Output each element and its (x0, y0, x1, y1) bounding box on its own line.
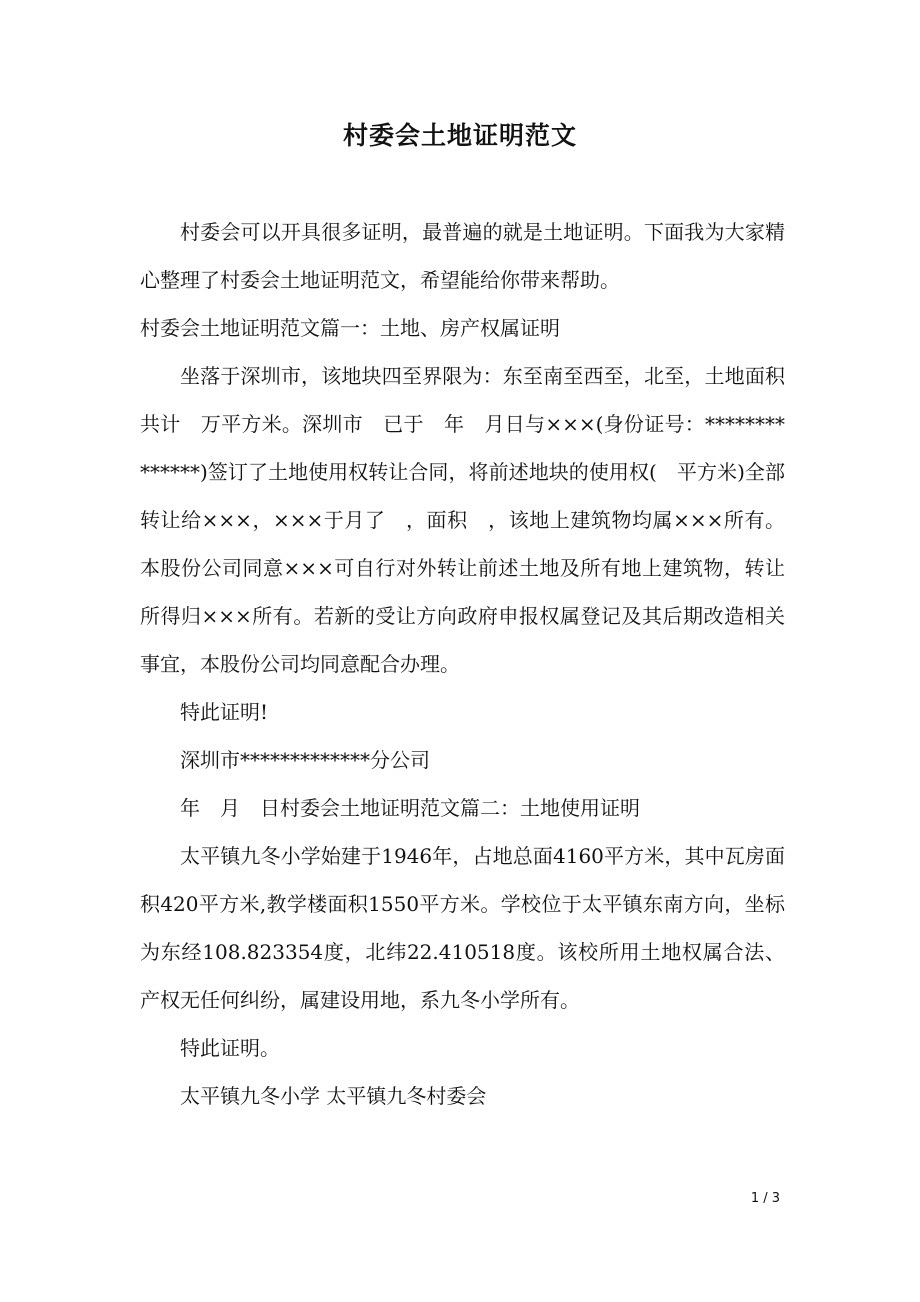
document-body (140, 208, 785, 1120)
certify-statement-1: 特此证明! (180, 700, 269, 724)
intro-paragraph: 村委会可以开具很多证明，最普遍的就是土地证明。下面我为大家精心整理了村委会土地证明范文，希望能给你带来帮助。 (140, 220, 785, 292)
issuer-1: 深圳市*************分公司 (180, 748, 430, 772)
certificate-body-2: 太平镇九冬小学始建于1946年，占地总面4160平方米，其中瓦房面积420平方米,教学楼面积1550平方米。学校位于太平镇东南方向，坐标为东经108.823354度，北纬22.410518度。该校所用土地权属合法、产权无任何纠纷，属建设用地，系九冬小学所有。 (140, 844, 785, 1012)
page-number: 1 / 3 (750, 1191, 780, 1206)
certificate-body-1: 坐落于深圳市，该地块四至界限为：东至南至西至，北至，土地面积共计 万平方米。深圳市 已于 年 月日与×××(身份证号：**************)签订了土地使用权转让合同，将前述地块的使用权( 平方米)全部转让给×××，×××于月了 ，面积 ，该地上建筑物均属×××所有。本股份公司同意×××可自行对外转让前述土地及所有地上建筑物，转让所得归×××所有。若新的受让方向政府申报权属登记及其后期改造相关事宜，本股份公司均同意配合办理。 (140, 364, 785, 676)
document-title: 村委会土地证明范文 (342, 121, 577, 150)
section-heading-1: 村委会土地证明范文篇一：土地、房产权属证明 (140, 316, 560, 340)
certify-statement-2: 特此证明。 (180, 1036, 280, 1060)
date-and-section-heading-2: 年 月 日村委会土地证明范文篇二：土地使用证明 (180, 796, 640, 820)
issuer-2: 太平镇九冬小学 太平镇九冬村委会 (180, 1084, 487, 1108)
